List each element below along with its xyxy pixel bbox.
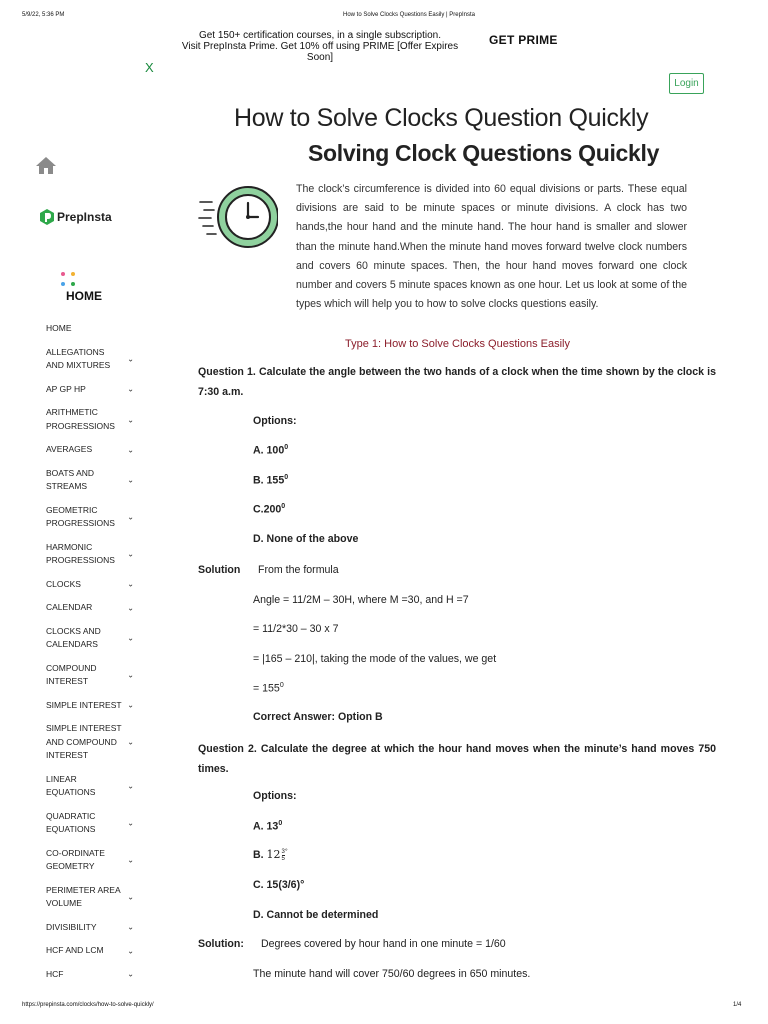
sidebar-item-label: ALLEGATIONS AND MIXTURES [46, 346, 111, 370]
print-datetime: 5/9/22, 5:36 PM [22, 12, 65, 18]
q2-option-c: C. 15(3/6)° [253, 879, 305, 891]
sidebar-item-label: HOME [46, 323, 72, 333]
question-2-text: Question 2. Calculate the degree at which the hour hand moves when the minute’s hand moves 750 times. [198, 743, 716, 775]
sidebar-item[interactable] [46, 322, 136, 336]
brand-name: PrepInsta [57, 210, 112, 224]
q2-solution-text: Degrees covered by hour hand in one minute = 1/60 [261, 938, 506, 950]
sidebar-item[interactable] [46, 346, 136, 373]
sidebar-item[interactable] [46, 722, 136, 763]
sidebar-item-label: QUADRATIC EQUATIONS [46, 810, 96, 834]
print-url: https://prepinsta.com/clocks/how-to-solve-quickly/ [22, 1002, 154, 1008]
promo-banner [170, 30, 470, 63]
login-button[interactable]: Login [669, 73, 704, 94]
chevron-down-icon[interactable]: ⌄ [127, 781, 134, 791]
sidebar-item[interactable] [46, 578, 136, 592]
sidebar-item-label: AVERAGES [46, 444, 93, 454]
chevron-down-icon[interactable]: ⌄ [127, 354, 134, 364]
sidebar-item-label: BOATS AND STREAMS [46, 467, 95, 491]
chevron-down-icon[interactable]: ⌄ [127, 700, 134, 710]
q1-option-a: A. $100^0$ [253, 444, 289, 457]
q1-solution-label: Solution [198, 564, 241, 576]
sidebar-item-label: CALENDAR [46, 602, 93, 612]
q1-correct-answer: Correct Answer: Option B [253, 711, 383, 723]
sidebar-item-label: HCF AND LCM [46, 945, 104, 955]
sidebar-item[interactable] [46, 847, 136, 874]
q1-option-c: C.200$^0$ [253, 503, 286, 516]
intro-paragraph: The clock’s circumference is divided into 60 equal divisions or parts. These equal divisions are said to be minute spaces or minute divisions. A clock has two hands,the hour hand and the minute hand. The hour hand is smaller and slower than the minute hand.When the minute hand moves forward twelve clock numbers and covers 60 minute spaces. Then, the hour hand moves forward one clock number and covers 5 minute spaces known as one hour. Let us look at some of the types which will help you to how to solve clocks questions easily. [296, 183, 687, 311]
sidebar-item-label: CO-ORDINATE GEOMETRY [46, 847, 105, 871]
sidebar-item-label: SIMPLE INTEREST AND COMPOUND INTEREST [46, 723, 122, 760]
sidebar-item[interactable] [46, 383, 136, 397]
sidebar-item-label: CLOCKS AND CALENDARS [46, 625, 101, 649]
chevron-down-icon[interactable]: ⌄ [127, 855, 134, 865]
get-prime-button[interactable]: GET PRIME [489, 33, 558, 47]
chevron-down-icon[interactable]: ⌄ [127, 549, 134, 559]
chevron-down-icon[interactable]: ⌄ [127, 384, 134, 394]
chevron-down-icon[interactable]: ⌄ [127, 603, 134, 612]
sidebar-item-label: LINEAR EQUATIONS [46, 773, 96, 797]
sidebar-item[interactable] [46, 541, 136, 568]
sidebar-item-label: HARMONIC PROGRESSIONS [46, 541, 115, 565]
chevron-down-icon[interactable]: ⌄ [127, 475, 134, 485]
home-icon[interactable] [35, 155, 57, 175]
prepinsta-logo-icon [40, 209, 54, 225]
sidebar-item-label: SIMPLE INTEREST [46, 699, 122, 710]
sidebar-item-label: DIVISIBILITY [46, 921, 97, 932]
chevron-down-icon[interactable]: ⌄ [127, 579, 134, 589]
q1-step-1: Angle = 11/2M – 30H, where M =30, and H =7 [253, 594, 469, 606]
brand-logo-link[interactable] [40, 209, 112, 225]
page-title: How to Solve Clocks Question Quickly [234, 104, 649, 132]
q2-options-label: Options: [253, 790, 297, 802]
question-1-text: Question 1. Calculate the angle between the two hands of a clock when the time shown by the clock is 7:30 a.m. [198, 366, 716, 398]
sidebar-item-label: PERIMETER AREA VOLUME [46, 884, 121, 908]
sidebar-item[interactable] [46, 601, 136, 615]
sidebar-item[interactable] [46, 699, 136, 713]
chevron-down-icon[interactable]: ⌄ [127, 414, 134, 424]
chevron-down-icon[interactable]: ⌄ [127, 818, 134, 828]
q1-solution-intro: From the formula [258, 564, 339, 576]
sidebar-item[interactable] [46, 921, 136, 935]
menu-dots-icon[interactable] [60, 270, 78, 290]
q1-step-2: = 11/2*30 – 30 x 7 [253, 623, 339, 635]
print-page-number: 1/4 [733, 1002, 742, 1008]
sidebar-item-label: HCF [46, 968, 64, 979]
sidebar-item[interactable] [46, 773, 136, 800]
sidebar-item[interactable] [46, 504, 136, 531]
q2-step-1: The minute hand will cover 750/60 degrees in 650 minutes. [253, 968, 531, 980]
q1-option-b: B. $155^0$ [253, 474, 289, 487]
sidebar-item[interactable] [46, 443, 136, 457]
sidebar-heading: HOME [66, 289, 102, 303]
sidebar-item[interactable] [46, 662, 136, 689]
sidebar-item[interactable] [46, 884, 136, 911]
page-subtitle: Solving Clock Questions Quickly [308, 140, 660, 166]
q2-option-a: A. $13^0$ [253, 820, 283, 833]
q1-option-d: D. None of the above [253, 533, 359, 545]
chevron-down-icon[interactable]: ⌄ [127, 512, 134, 522]
sidebar-item-label: AP GP HP [46, 383, 86, 394]
promo-line-2: Visit PrepInsta Prime. Get 10% off using PRIME [Offer Expires Soon] [181, 41, 459, 63]
chevron-down-icon[interactable]: ⌄ [127, 969, 134, 979]
chevron-down-icon[interactable]: ⌄ [127, 892, 134, 902]
print-title: How to Solve Clocks Questions Easily | PrepInsta [343, 12, 475, 18]
q1-step-3: = |165 – 210|, taking the mode of the values, we get [253, 653, 497, 665]
sidebar-item-label: GEOMETRIC PROGRESSIONS [46, 504, 115, 528]
q2-option-d: D. Cannot be determined [253, 909, 379, 921]
q2-option-b: B. 12 $\frac{3}{5}$ ° [253, 848, 288, 862]
sidebar-item[interactable] [46, 467, 136, 494]
chevron-down-icon[interactable]: ⌄ [127, 670, 134, 680]
sidebar-item[interactable] [46, 810, 136, 837]
q1-options-label: Options: [253, 415, 297, 427]
sidebar-item-label: ARITHMETIC PROGRESSIONS [46, 407, 115, 431]
chevron-down-icon[interactable]: ⌄ [127, 946, 134, 955]
clock-illustration-icon [198, 182, 278, 250]
sidebar-item-label: COMPOUND INTEREST [46, 662, 97, 686]
close-banner-button[interactable]: X [145, 60, 154, 75]
chevron-down-icon[interactable]: ⌄ [127, 633, 134, 643]
sidebar-item-label: CLOCKS [46, 578, 81, 589]
promo-line-1: Get 150+ certification courses, in a single subscription. [198, 30, 442, 41]
type-1-heading: Type 1: How to Solve Clocks Questions Easily [345, 338, 570, 350]
sidebar-item[interactable] [46, 944, 136, 958]
sidebar-nav [46, 322, 136, 991]
chevron-down-icon[interactable]: ⌄ [127, 445, 134, 454]
q1-step-4: = $155^0$ [253, 682, 284, 695]
q2-solution-label: Solution: [198, 938, 244, 950]
sidebar-item[interactable] [46, 625, 136, 652]
chevron-down-icon[interactable]: ⌄ [127, 922, 134, 932]
sidebar-item[interactable] [46, 968, 136, 982]
chevron-down-icon[interactable]: ⌄ [127, 737, 134, 747]
sidebar-item[interactable] [46, 406, 136, 433]
